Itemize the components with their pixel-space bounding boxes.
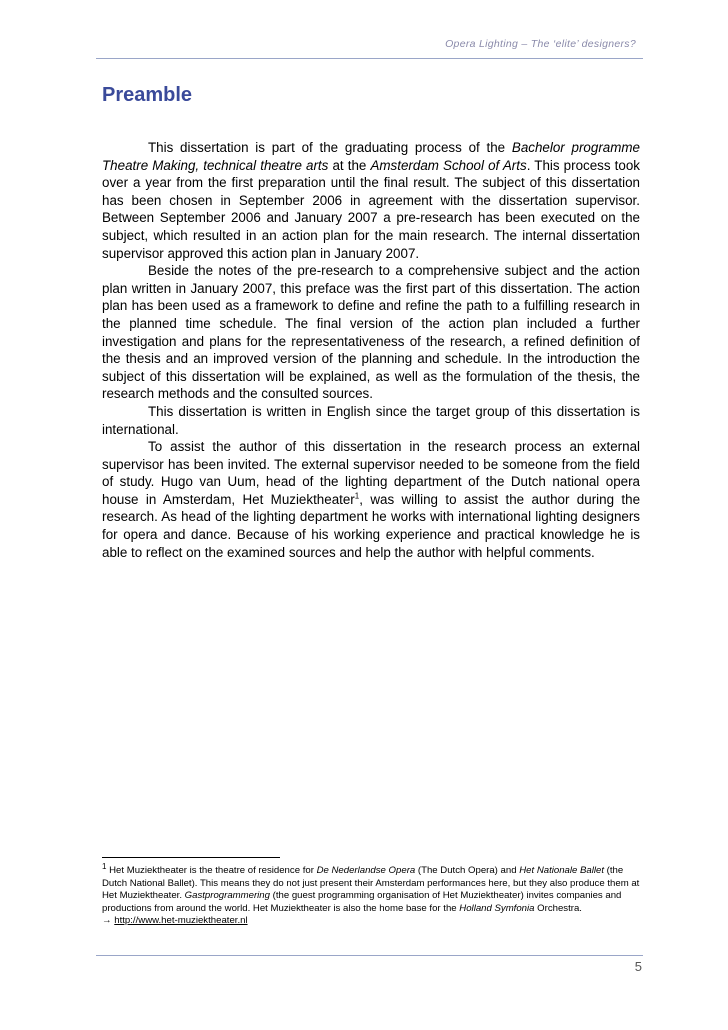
footnote-text — [102, 861, 642, 915]
fn-gastprogrammering: Gastprogrammering — [184, 890, 270, 902]
p1-text-c: . This process took over a year from the first preparation until the final result. The subject of this dissertation has been chosen in September 2006 in agreement with the dissertation supervisor. Between September 2006 and January 2007 a pre-research has been executed on the subject, which resulted in an action plan for the main research. The internal dissertation supervisor approved this action plan in January 2007. — [102, 157, 640, 261]
fn-opera-name: De Nederlandse Opera — [316, 865, 416, 876]
footnote-marker: 1 — [102, 861, 107, 871]
footnote-link-line — [102, 915, 642, 928]
fn-ballet-name: Het Nationale Ballet — [519, 865, 605, 876]
fn-text-e: Orchestra. — [534, 902, 582, 914]
muziektheater-link[interactable]: http://www.het-muziektheater.nl — [114, 915, 248, 927]
footnote-separator — [102, 857, 280, 858]
paragraph-1 — [102, 139, 640, 262]
p4-text-a: To assist the author of this dissertation in the research process an external supervisor has been invited. The external supervisor needed to be someone from the field of study. Hugo van Uum, head of the lighting department of the Dutch national opera house in Amsterdam, Het Muziektheater — [102, 439, 640, 507]
footer-divider — [96, 955, 643, 956]
fn-text-b: (The Dutch Opera) and — [415, 865, 520, 876]
p4-text-b: , was willing to assist the author during the research. As head of the lighting department he works with international lighting designers for opera and dance. Because of his working experience and practical knowledge he is able to reflect on the examined sources and help the author with helpful comments. — [102, 491, 641, 560]
arrow-icon: → — [102, 915, 112, 927]
paragraph-3: This dissertation is written in English since the target group of this dissertation is international. — [102, 403, 640, 437]
header-divider — [96, 58, 643, 59]
paragraph-2: Beside the notes of the pre-research to a comprehensive subject and the action plan written in January 2007, this preface was the first part of this dissertation. The action plan has been used as a framework to define and refine the path to a fulfilling research in the planned time schedule. The final version of the action plan included a further investigation and plans for the representativeness of the research, a refined definition of the thesis and an improved version of the planning and schedule. In the introduction the subject of this dissertation will be explained, as well as the formulation of the thesis, the research methods and the consulted sources. — [102, 263, 640, 402]
fn-text-d: (the guest programming organisation of Het Muziektheater) invites companies and productions from around the world. Het Muziektheater is also the home base for the — [102, 890, 622, 914]
body-text — [102, 139, 640, 561]
running-header: Opera Lighting – The ‘elite’ designers? — [445, 38, 636, 50]
paragraph-4 — [102, 438, 640, 561]
footnote — [102, 861, 642, 928]
fn-text-c: (the Dutch National Ballet). This means they do not just present their Amsterdam performances here, but they also produce them at Het Muziektheater. — [102, 865, 640, 902]
fn-text-a: Het Muziektheater is the theatre of residence for — [106, 865, 317, 876]
fn-orchestra-name: Holland Symfonia — [459, 902, 535, 914]
school-name: Amsterdam School of Arts — [370, 157, 527, 173]
programme-name: Bachelor programme Theatre Making, technical theatre arts — [102, 140, 640, 173]
p1-text-a: This dissertation is part of the graduating process of the — [148, 140, 512, 155]
page-number: 5 — [634, 959, 642, 974]
p1-text-b: at the — [328, 157, 371, 173]
section-title: Preamble — [102, 84, 193, 106]
footnote-reference[interactable]: 1 — [354, 491, 360, 501]
